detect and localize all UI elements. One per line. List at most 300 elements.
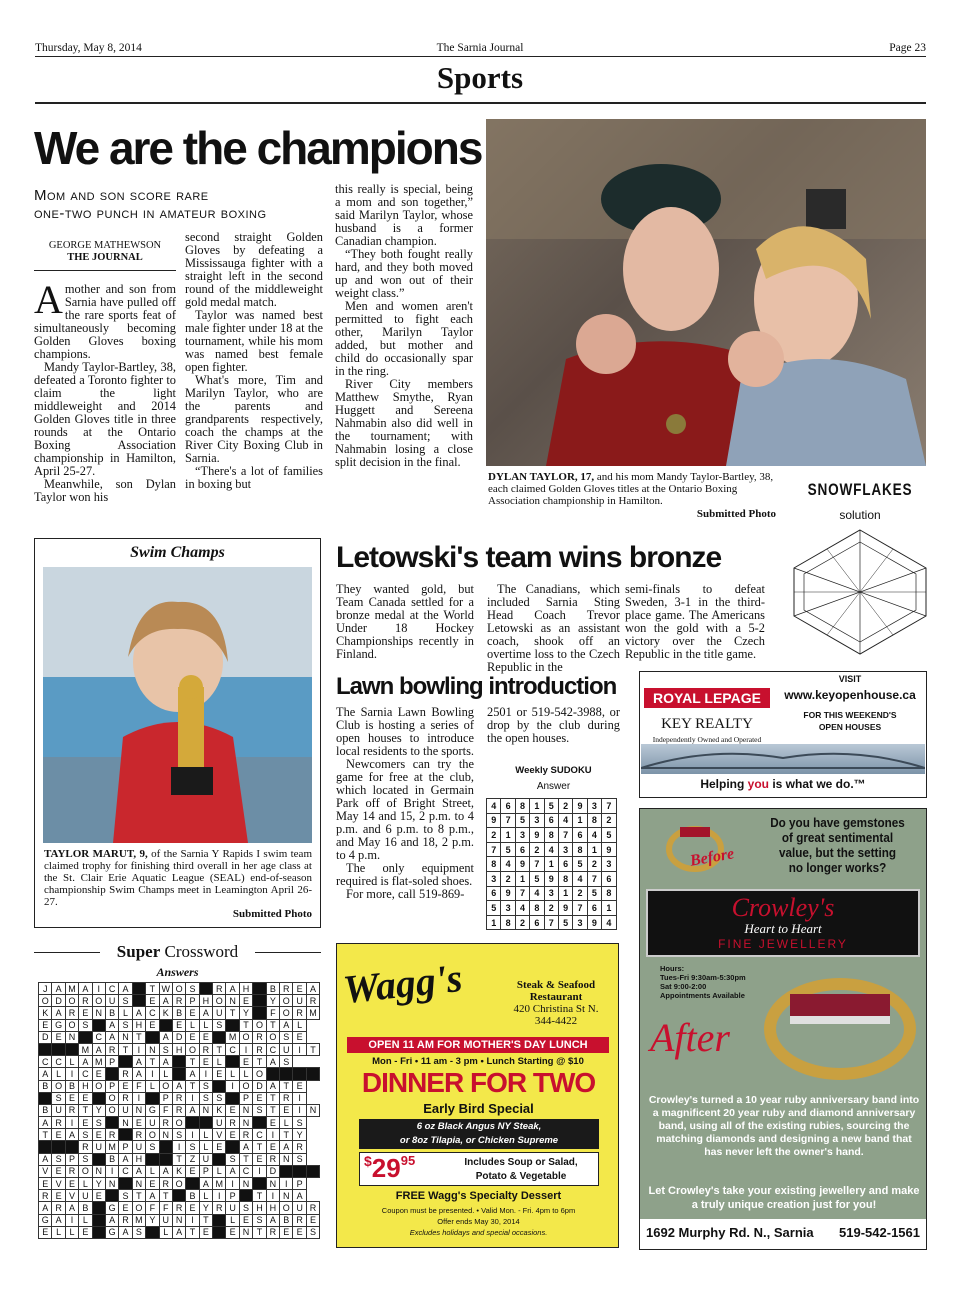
sudoku-cell: 6 bbox=[573, 828, 587, 843]
crossword-cell: O bbox=[65, 995, 78, 1007]
sudoku-cell: 6 bbox=[587, 901, 601, 916]
sudoku-cell: 3 bbox=[501, 901, 515, 916]
sudoku-cell: 2 bbox=[487, 828, 501, 843]
crossword-block bbox=[52, 1141, 65, 1153]
crossword-cell: K bbox=[39, 1007, 52, 1019]
crossword-cell: J bbox=[39, 983, 52, 995]
sudoku-cell: 6 bbox=[515, 842, 529, 857]
crossword-cell: L bbox=[199, 1141, 212, 1153]
crossword-cell: N bbox=[199, 1104, 212, 1116]
crossword-cell: G bbox=[39, 1214, 52, 1226]
ring-after-image bbox=[760, 974, 920, 1084]
story-column-1 bbox=[34, 277, 176, 504]
waggs-dinner: DINNER FOR TWO bbox=[361, 1067, 596, 1098]
swim-title: Swim Champs bbox=[130, 544, 225, 561]
crossword-cell: M bbox=[132, 1214, 145, 1226]
crossword-cell: R bbox=[306, 1202, 319, 1214]
sudoku-cell: 4 bbox=[602, 915, 616, 930]
waggs-price: $\$29^{95}$ bbox=[364, 1153, 416, 1183]
crossword-cell: E bbox=[226, 1226, 239, 1238]
crossword-cell: O bbox=[39, 995, 52, 1007]
snowflakes-grid bbox=[790, 528, 930, 656]
crossword-row bbox=[39, 1165, 320, 1177]
crossword-cell: U bbox=[92, 1141, 105, 1153]
snowflakes-sub: solution bbox=[839, 508, 881, 522]
crossword-block bbox=[253, 983, 266, 995]
crossword-cell: M bbox=[306, 1007, 319, 1019]
crossword-cell: T bbox=[253, 1190, 266, 1202]
crossword-cell: T bbox=[213, 1043, 226, 1055]
sudoku-row bbox=[487, 901, 617, 916]
crossword-block bbox=[159, 1153, 172, 1165]
snowflakes-puzzle bbox=[790, 528, 930, 656]
crossword-cell: A bbox=[105, 1019, 118, 1031]
crossword-row bbox=[39, 1104, 320, 1116]
crossword-cell: A bbox=[119, 1226, 132, 1238]
crossword-cell: B bbox=[266, 983, 279, 995]
crossword-cell: Y bbox=[266, 995, 279, 1007]
crossword-cell: T bbox=[253, 1056, 266, 1068]
crossword-row bbox=[39, 1202, 320, 1214]
crossword-cell: D bbox=[39, 1031, 52, 1043]
crossword-cell: E bbox=[146, 1178, 159, 1190]
crossword-cell: N bbox=[239, 1178, 252, 1190]
crossword-cell: N bbox=[172, 1214, 185, 1226]
paper-name: The Sarnia Journal bbox=[436, 42, 524, 54]
crossword-block bbox=[92, 1214, 105, 1226]
sudoku-cell: 3 bbox=[544, 886, 558, 901]
sudoku-table bbox=[486, 798, 617, 930]
crossword-block bbox=[52, 1043, 65, 1055]
crossword-cell: R bbox=[253, 1043, 266, 1055]
crossword-cell: T bbox=[79, 1104, 92, 1116]
crossword-cell: A bbox=[159, 1165, 172, 1177]
crossword-cell: H bbox=[172, 1043, 185, 1055]
crossword-cell: N bbox=[226, 995, 239, 1007]
crossword-cell: E bbox=[119, 1080, 132, 1092]
crossword-cell: P bbox=[239, 1092, 252, 1104]
crossword-cell: D bbox=[266, 1165, 279, 1177]
swim-credit: Submitted Photo bbox=[232, 908, 312, 920]
crossword-cell: C bbox=[146, 1007, 159, 1019]
crossword-cell: R bbox=[306, 995, 319, 1007]
crossword-block bbox=[132, 983, 145, 995]
crossword-cell: I bbox=[65, 1214, 78, 1226]
crossword-block bbox=[92, 1226, 105, 1238]
crossword-cell: C bbox=[253, 1129, 266, 1141]
crossword-cell: O bbox=[280, 1007, 293, 1019]
crossword-row bbox=[39, 1153, 320, 1165]
crossword-cell: I bbox=[132, 1092, 145, 1104]
crossword-cell: O bbox=[52, 1080, 65, 1092]
sudoku-cell: 5 bbox=[487, 901, 501, 916]
crossword-cell: L bbox=[52, 1068, 65, 1080]
sudoku-row bbox=[487, 857, 617, 872]
crossword-cell: E bbox=[65, 1178, 78, 1190]
sudoku-cell: 9 bbox=[602, 842, 616, 857]
crossword-cell: O bbox=[239, 1080, 252, 1092]
crossword-cell: E bbox=[226, 1104, 239, 1116]
sudoku-cell: 2 bbox=[515, 915, 529, 930]
realty-open-houses: FOR THIS WEEKEND'S OPEN HOUSES bbox=[803, 710, 897, 732]
crossword-cell: S bbox=[293, 1117, 306, 1129]
crossword-cell: I bbox=[266, 1190, 279, 1202]
crossword-cell: T bbox=[253, 1226, 266, 1238]
sudoku-cell: 4 bbox=[515, 901, 529, 916]
crossword-cell: E bbox=[39, 1178, 52, 1190]
boxing-photo bbox=[486, 119, 926, 466]
crossword-cell: H bbox=[132, 1153, 145, 1165]
crossword-block bbox=[105, 1068, 118, 1080]
before-label: Before bbox=[688, 845, 736, 870]
crossword-cell: E bbox=[119, 1202, 132, 1214]
sudoku-cell: 2 bbox=[573, 886, 587, 901]
crossword-cell: L bbox=[213, 1165, 226, 1177]
crossword-cell: A bbox=[293, 1190, 306, 1202]
crossword-cell: F bbox=[159, 1202, 172, 1214]
ring-after-icon bbox=[760, 974, 920, 1084]
lawn-paragraph: For more, call 519-869- bbox=[346, 887, 465, 901]
crossword-block bbox=[159, 1019, 172, 1031]
lawn-paragraph: 2501 or 519-542-3988, or drop by the club during the open houses. bbox=[487, 705, 620, 745]
crossword-cell: N bbox=[266, 1178, 279, 1190]
crossword-cell: N bbox=[92, 1007, 105, 1019]
crossword-cell: D bbox=[172, 1031, 185, 1043]
crossword-row bbox=[39, 1092, 320, 1104]
crossword-cell: R bbox=[199, 1043, 212, 1055]
crowley-heart: Heart to Heart bbox=[744, 921, 822, 936]
crossword-cell: R bbox=[79, 1141, 92, 1153]
crossword-cell: C bbox=[105, 983, 118, 995]
crossword-block bbox=[65, 1043, 78, 1055]
crossword-cell: S bbox=[79, 1019, 92, 1031]
realty-ad[interactable] bbox=[639, 671, 927, 798]
crossword-grid bbox=[38, 982, 320, 1239]
crossword-cell: N bbox=[239, 1117, 252, 1129]
crossword-cell: Y bbox=[293, 1129, 306, 1141]
section-title: Sports bbox=[436, 60, 524, 95]
crossword-cell: T bbox=[186, 1226, 199, 1238]
sudoku-cell: 7 bbox=[573, 901, 587, 916]
crossword-cell: F bbox=[132, 1080, 145, 1092]
crossword-cell: B bbox=[105, 1007, 118, 1019]
crossword-cell: B bbox=[280, 1214, 293, 1226]
crossword-cell: H bbox=[239, 983, 252, 995]
crossword-cell: A bbox=[226, 1165, 239, 1177]
crossword-cell: M bbox=[213, 1178, 226, 1190]
bronze-col-2 bbox=[487, 583, 620, 674]
bronze-paragraph-2: The Canadians, which included Sarnia Sting Head Coach Trevor Letowski as an assistant coach, shook off an overtime loss to the Czech Republic in the bbox=[487, 582, 620, 674]
sudoku-cell: 1 bbox=[487, 915, 501, 930]
crossword-cell: T bbox=[186, 1056, 199, 1068]
byline-rule bbox=[34, 270, 176, 271]
story-paragraph: River City members Matthew Smythe, Ryan Huggett and Sereena Nahmabin also did well in the tournament; with Nahmabin losing a close split decision in the final. bbox=[335, 377, 473, 469]
story-paragraph: “There's a lot of families in boxing but bbox=[185, 464, 323, 491]
sudoku-cell: 6 bbox=[602, 871, 616, 886]
sudoku-cell: 6 bbox=[501, 799, 515, 814]
crossword-cell: I bbox=[199, 1068, 212, 1080]
sudoku-cell: 9 bbox=[530, 828, 544, 843]
crossword-cell: A bbox=[132, 1068, 145, 1080]
crossword-cell: H bbox=[199, 995, 212, 1007]
sudoku-cell: 1 bbox=[587, 842, 601, 857]
boxers-illustration bbox=[486, 119, 926, 466]
story-paragraph: “They both fought really hard, and they both moved up and won out of their weight class.” bbox=[335, 247, 473, 300]
crossword-cell: A bbox=[39, 1202, 52, 1214]
crossword-cell: S bbox=[253, 1104, 266, 1116]
sudoku-cell: 2 bbox=[544, 901, 558, 916]
story-paragraph: Taylor was named best male fighter under 18 at the tournament, while his mom was named best female open fighter. bbox=[185, 308, 323, 374]
crossword-cell: I bbox=[146, 1068, 159, 1080]
crossword-cell: F bbox=[159, 1104, 172, 1116]
crossword-block bbox=[105, 1190, 118, 1202]
crossword-cell: V bbox=[39, 1165, 52, 1177]
crossword-block bbox=[92, 1019, 105, 1031]
sudoku-cell: 9 bbox=[587, 915, 601, 930]
crossword-cell: O bbox=[146, 1129, 159, 1141]
crossword-cell: L bbox=[226, 1068, 239, 1080]
crossword-cell: W bbox=[159, 983, 172, 995]
crossword-table bbox=[38, 982, 320, 1239]
crossword-row bbox=[39, 1043, 320, 1055]
crossword-cell: A bbox=[79, 983, 92, 995]
crossword-cell: R bbox=[105, 1043, 118, 1055]
crossword-cell: L bbox=[280, 1117, 293, 1129]
sudoku-title: Weekly SUDOKU bbox=[515, 765, 592, 776]
crossword-block bbox=[253, 1178, 266, 1190]
crossword-cell: E bbox=[52, 1190, 65, 1202]
crossword-cell: O bbox=[213, 995, 226, 1007]
crossword-row bbox=[39, 1019, 320, 1031]
crossword-cell: C bbox=[39, 1056, 52, 1068]
crossword-block bbox=[39, 1141, 52, 1153]
snowflakes-title: SNOWFLAKES bbox=[807, 480, 913, 499]
sudoku-cell: 7 bbox=[530, 857, 544, 872]
sudoku-row bbox=[487, 813, 617, 828]
crossword-cell: O bbox=[186, 1043, 199, 1055]
crossword-cell: T bbox=[172, 1153, 185, 1165]
crossword-cell: O bbox=[79, 1165, 92, 1177]
sudoku-cell: 2 bbox=[558, 799, 572, 814]
crossword-cell: A bbox=[239, 1141, 252, 1153]
crossword-row bbox=[39, 1068, 320, 1080]
crossword-cell: E bbox=[92, 1190, 105, 1202]
crossword-cell: Y bbox=[146, 1214, 159, 1226]
crossword-cell: A bbox=[65, 1129, 78, 1141]
crossword-cell: Y bbox=[239, 1007, 252, 1019]
crossword-cell: V bbox=[52, 1178, 65, 1190]
crossword-cell: R bbox=[172, 1092, 185, 1104]
sudoku-cell: 4 bbox=[573, 871, 587, 886]
crossword-cell: B bbox=[39, 1104, 52, 1116]
crossword-cell: E bbox=[306, 1214, 319, 1226]
crossword-cell: E bbox=[146, 995, 159, 1007]
sudoku-cell: 7 bbox=[558, 828, 572, 843]
crossword-row bbox=[39, 995, 320, 1007]
lawn-headline: Lawn bowling introduction bbox=[336, 673, 617, 700]
crossword-block bbox=[146, 1031, 159, 1043]
crossword-cell: I bbox=[226, 1178, 239, 1190]
crossword-cell: E bbox=[172, 1019, 185, 1031]
sudoku-cell: 3 bbox=[573, 915, 587, 930]
waggs-ad[interactable] bbox=[336, 943, 619, 1248]
crossword-cell: A bbox=[280, 1019, 293, 1031]
crossword-cell: B bbox=[186, 1190, 199, 1202]
crossword-cell: F bbox=[146, 1202, 159, 1214]
section-rule bbox=[35, 102, 926, 104]
header-rule bbox=[35, 56, 926, 57]
crossword-cell: S bbox=[213, 1019, 226, 1031]
crossword-cell: T bbox=[266, 1092, 279, 1104]
crowley-phone[interactable]: 519-542-1561 bbox=[839, 1225, 920, 1240]
crowley-hours: Hours: Tues-Fri 9:30am-5:30pm Sat 9:00-2:00 Appointments Available bbox=[660, 964, 746, 1000]
crossword-cell: R bbox=[119, 1068, 132, 1080]
crossword-cell: R bbox=[79, 995, 92, 1007]
crossword-cell: E bbox=[239, 1056, 252, 1068]
crossword-cell: G bbox=[105, 1202, 118, 1214]
crossword-cell: A bbox=[105, 1214, 118, 1226]
crossword-cell: A bbox=[280, 1141, 293, 1153]
crossword-cell: T bbox=[146, 1056, 159, 1068]
crossword-block bbox=[172, 1190, 185, 1202]
crossword-cell: C bbox=[79, 1068, 92, 1080]
crossword-row bbox=[39, 1190, 320, 1202]
crossword-cell: R bbox=[159, 1117, 172, 1129]
crossword-cell: P bbox=[119, 1141, 132, 1153]
crossword-cell: U bbox=[199, 1153, 212, 1165]
crossword-cell: L bbox=[226, 1214, 239, 1226]
story-column-2 bbox=[185, 231, 323, 491]
crossword-cell: O bbox=[280, 1202, 293, 1214]
crowley-body: Crowley's turned a 10 year ruby anniversary band into a magnificent 20 year ruby and diamond anniversary band, using all of the existing rubies, sourcing the matching diamonds and designing a new band that has never left the owner's hand. bbox=[648, 1094, 920, 1158]
crossword-block bbox=[253, 1117, 266, 1129]
crossword-cell: O bbox=[65, 1019, 78, 1031]
subhead-line-1: Mom and son score rare bbox=[34, 187, 209, 204]
main-subhead bbox=[34, 187, 267, 223]
crossword-cell: R bbox=[266, 1153, 279, 1165]
crossword-cell: L bbox=[199, 1190, 212, 1202]
crossword-cell: G bbox=[146, 1104, 159, 1116]
crossword-cell: N bbox=[239, 1226, 252, 1238]
royal-lepage-logo: ROYAL LEPAGE bbox=[644, 688, 770, 708]
crossword-cell: A bbox=[306, 983, 319, 995]
crossword-block bbox=[280, 1165, 293, 1177]
crossword-cell: E bbox=[52, 1165, 65, 1177]
story-paragraph: this really is special, being a mom and son together,” said Marilyn Taylor, whose husband is a former Canadian champion. bbox=[335, 182, 473, 248]
crossword-cell: A bbox=[65, 1202, 78, 1214]
sudoku-cell: 8 bbox=[501, 915, 515, 930]
crossword-block bbox=[65, 1141, 78, 1153]
crossword-cell: L bbox=[119, 1007, 132, 1019]
crossword-cell: U bbox=[52, 1104, 65, 1116]
lawn-col-2 bbox=[487, 706, 620, 745]
crossword-cell: O bbox=[132, 1202, 145, 1214]
crossword-cell: A bbox=[39, 1117, 52, 1129]
crossword-cell: R bbox=[280, 1092, 293, 1104]
swimmer-illustration bbox=[43, 567, 312, 843]
story-column-3 bbox=[335, 183, 473, 469]
sudoku-cell: 7 bbox=[487, 842, 501, 857]
sudoku-cell: 2 bbox=[501, 871, 515, 886]
crossword-cell: U bbox=[280, 1043, 293, 1055]
sudoku-cell: 4 bbox=[558, 813, 572, 828]
crossword-cell: E bbox=[199, 1031, 212, 1043]
sudoku-cell: 6 bbox=[487, 886, 501, 901]
waggs-menu: 6 oz Black Angus NY Steak, or 8oz Tilapia, or Chicken Supreme bbox=[359, 1119, 599, 1149]
crowley-ad[interactable] bbox=[639, 808, 927, 1250]
waggs-free: FREE Wagg's Specialty Dessert bbox=[395, 1190, 562, 1202]
crossword-cell: O bbox=[105, 1104, 118, 1116]
crossword-cell: E bbox=[39, 1019, 52, 1031]
crossword-cell: I bbox=[132, 1043, 145, 1055]
crossword-cell: N bbox=[119, 1031, 132, 1043]
crossword-cell: E bbox=[213, 1141, 226, 1153]
crossword-cell: I bbox=[186, 1092, 199, 1104]
crossword-cell: R bbox=[65, 1165, 78, 1177]
crossword-cell: C bbox=[226, 1043, 239, 1055]
crossword-cell: T bbox=[266, 1104, 279, 1116]
crossword-cell: M bbox=[79, 1043, 92, 1055]
crossword-cell: R bbox=[226, 1117, 239, 1129]
sudoku-cell: 8 bbox=[487, 857, 501, 872]
sudoku-cell: 2 bbox=[587, 857, 601, 872]
crossword-cell: O bbox=[239, 1031, 252, 1043]
realty-url[interactable]: www.keyopenhouse.ca bbox=[784, 688, 916, 702]
crossword-cell: E bbox=[186, 1202, 199, 1214]
crowley-address: 1692 Murphy Rd. N., Sarnia bbox=[646, 1225, 814, 1240]
crossword-block bbox=[306, 1165, 319, 1177]
crossword-cell: E bbox=[92, 1129, 105, 1141]
sudoku-cell: 5 bbox=[558, 915, 572, 930]
crossword-cell: P bbox=[186, 995, 199, 1007]
sudoku-cell: 6 bbox=[544, 813, 558, 828]
crossword-cell: U bbox=[119, 1104, 132, 1116]
crossword-block bbox=[239, 1190, 252, 1202]
crossword-block bbox=[92, 1153, 105, 1165]
crossword-cell: G bbox=[52, 1019, 65, 1031]
sudoku-cell: 3 bbox=[558, 842, 572, 857]
lawn-col-1 bbox=[336, 706, 474, 901]
story-paragraph: Men and women aren't permitted to fight each other, Marilyn Taylor added, but mother and child do occasionally spar in the ring. bbox=[335, 299, 473, 378]
sudoku-row bbox=[487, 799, 617, 814]
crossword-cell: S bbox=[226, 1153, 239, 1165]
sudoku-cell: 5 bbox=[602, 828, 616, 843]
crossword-cell: N bbox=[132, 1104, 145, 1116]
crossword-cell: A bbox=[266, 1214, 279, 1226]
sudoku-cell: 7 bbox=[501, 813, 515, 828]
crossword-cell: A bbox=[39, 1153, 52, 1165]
crossword-cell: C bbox=[266, 1043, 279, 1055]
crossword-cell: I bbox=[226, 1080, 239, 1092]
crossword-cell: O bbox=[159, 1080, 172, 1092]
crossword-cell: E bbox=[186, 1165, 199, 1177]
crossword-cell: E bbox=[239, 1214, 252, 1226]
crossword-cell: I bbox=[105, 1165, 118, 1177]
crossword-cell: R bbox=[266, 1226, 279, 1238]
crossword-cell: G bbox=[105, 1226, 118, 1238]
crossword-block bbox=[266, 1068, 279, 1080]
crossword-cell: S bbox=[239, 1202, 252, 1214]
sudoku-row bbox=[487, 915, 617, 930]
story-paragraph: A mother and son from Sarnia have pulled off the rare sports feat of simultaneously becoming Golden Gloves boxing champions. bbox=[34, 277, 176, 361]
crossword-cell: E bbox=[213, 1068, 226, 1080]
crossword-cell: L bbox=[239, 1068, 252, 1080]
crossword-block bbox=[213, 1080, 226, 1092]
crossword-cell: H bbox=[266, 1202, 279, 1214]
crossword-cell: L bbox=[159, 1068, 172, 1080]
crossword-cell: A bbox=[199, 1178, 212, 1190]
crossword-cell: E bbox=[39, 1226, 52, 1238]
